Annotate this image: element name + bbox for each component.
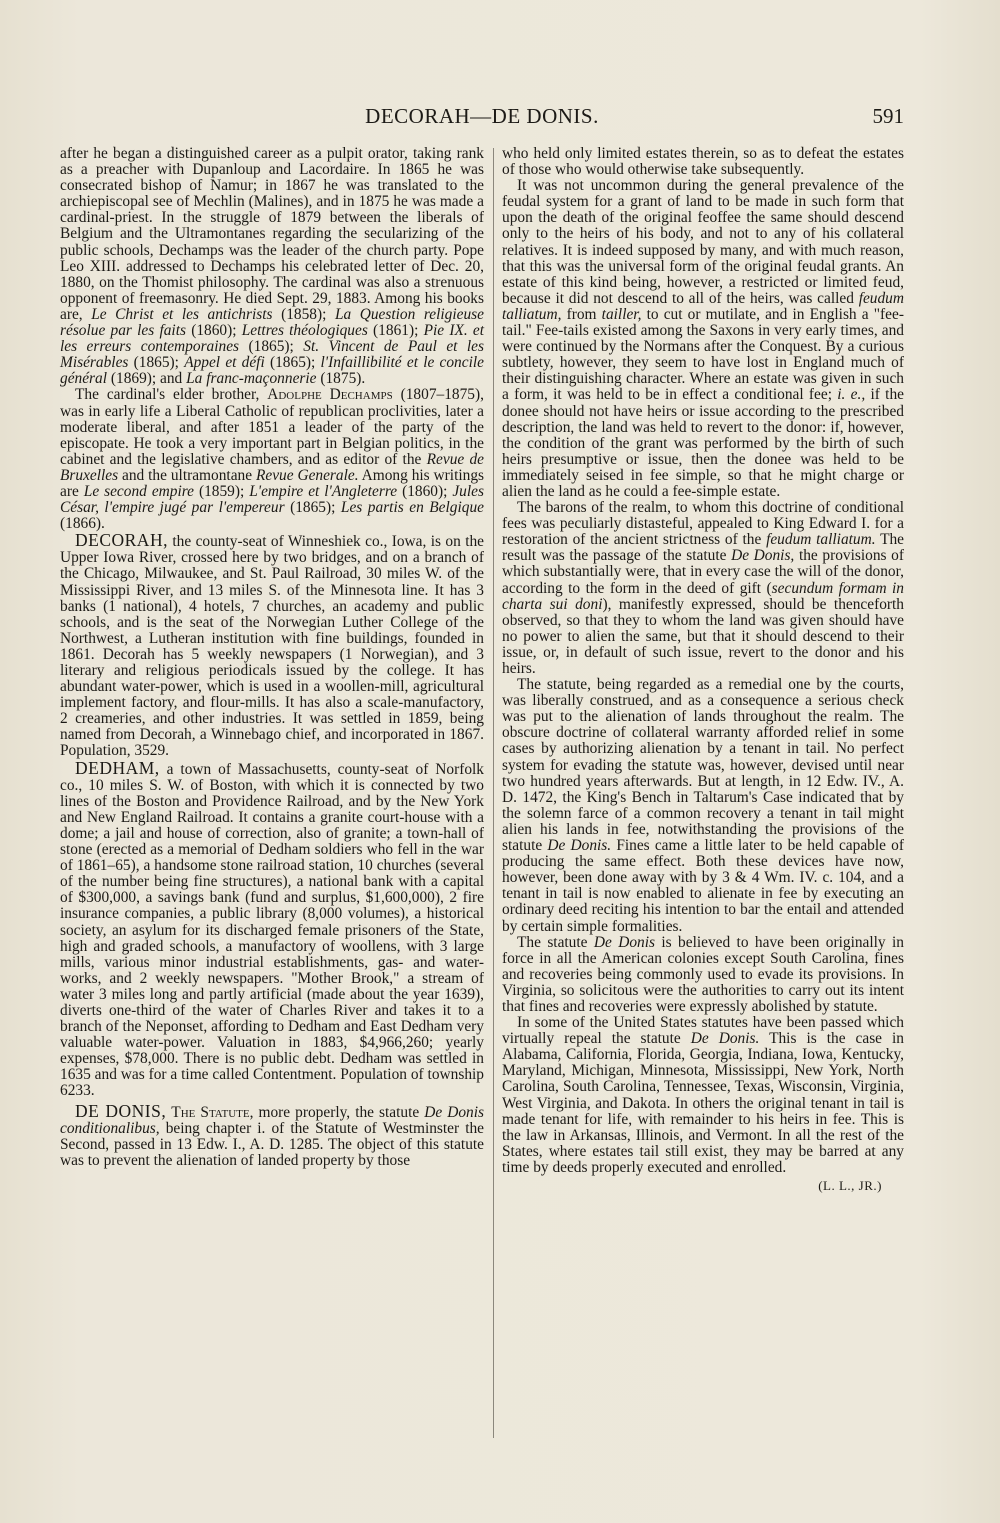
decorah-headword: DECORAH, — [75, 530, 168, 551]
dechamps-continuation: after he began a distinguished career as a pulpit orator, taking rank as a preacher with Dupanloup and Lacordaire. In 1865 he was consecrated bishop of Namur; in 1867 he was translated to the archiepiscopal see of Mechlin (Malines), and in 1875 he was made a cardinal-priest. In the struggle of 1879 between the liberals of Belgium and the Ultramontanes regarding the secularizing of the public schools, Dechamps was the leader of the church party. Pope Leo XIII. addressed to Dechamps his celebrated letter of Dec. 20, 1880, on the Thomist philosophy. The cardinal was also a strenuous opponent of freemasonry. He died Sept. 29, 1883. Among his books are, Le Christ et les antichrists (1858); La Question religieuse résolue par les faits (1860); Lettres théologiques (1861); Pie IX. et les erreurs contemporaines (1865); St. Vincent de Paul et les Misérables (1865); Appel et défi (1865); l'Infaillibilité et le concile général (1869); and La franc-maçonnerie (1875). — [60, 145, 485, 388]
page-number: 591 — [872, 104, 904, 128]
decorah-entry: DECORAH, the county-seat of Winneshiek co., Iowa, is on the Upper Iowa River, crossed here by two bridges, and on a branch of the Chicago, Milwaukee, and St. Paul Railroad, 30 miles W. of the Mississippi River, and 13 miles S. of the Minnesota line. It has 3 banks (1 national), 4 hotels, 7 churches, an academy and public schools, and is the seat of the Norwegian Luther College of the Northwest, a Lutheran institution with fine buildings, founded in 1861. Decorah has 5 weekly newspapers (1 Norwegian), and 3 literary and religious periodicals issued by the college. It has abundant water-power, which is used in a woollen-mill, agricultural implement factory, and flour-mills. It has also a scale-manufactory, 2 creameries, and other industries. It was settled in 1859, being named from Decorah, a Winnebago chief, and incorporated in 1867. Population, 3529. — [60, 530, 484, 760]
page-header — [60, 104, 904, 134]
feudal-grant-paragraph: It was not uncommon during the general prevalence of the feudal system for a grant of land to be made in such form that upon the death of the original feoffee the same should descend only to the heirs of his body, and not to any of his collateral relatives. It is indeed supposed by many, and with much reason, that this was the universal form of the original feudal grants. An estate of this kind being, however, a restricted or limited feud, because it did not descend to all of the heirs, was called feudum talliatum, from tailler, to cut or mutilate, and in English a "fee-tail." Fee-tails existed among the Saxons in very early times, and were continued by the Normans after the Conquest. By a curious subtlety, however, they seem to have lost in England much of their distinguishing character. Where an estate was given in such a form, it was held to be in effect a conditional fee; i. e., if the donee should not have heirs or issue according to the prescribed description, the land was held to revert to the donor: if, however, the condition of the grant was performed by the birth of such heirs presumptive or issue, then the donee was held to be immediately seised in fee simple, so that he might charge or alien the land as he could a fee-simple estate. — [502, 177, 904, 500]
column-divider — [493, 148, 494, 1438]
dedham-entry: DEDHAM, a town of Massachusetts, county-seat of Norfolk co., 10 miles S. W. of Boston, with which it is connected by two lines of the Boston and Providence Railroad, and by the New York and New England Railroad. It contains a granite court-house with a dome; a jail and house of correction, also of granite; a town-hall of stone (erected as a memorial of Dedham soldiers who fell in the war of 1861–65), a handsome stone railroad station, 10 churches (several of the number being fine structures), a national bank with a capital of $300,000, a savings bank (fund and surplus, $1,600,000), 2 fire insurance companies, a public library (8,000 volumes), a historical society, an asylum for its discharged female prisoners of the State, high and graded schools, a manufactory of woollens, with 3 large mills, various minor industrial establishments, gas- and water-works, and 2 weekly newspapers. "Mother Brook," a stream of water 3 miles long and partly artificial (made about the year 1639), diverts one-third of the water of Charles River and takes it to a branch of the Neponset, affording to Dedham and East Dedham very valuable water-power. Valuation in 1883, $4,966,260; yearly expenses, $78,000. There is no public debt. Dedham was settled in 1635 and was for a time called Contentment. Population of township 6233. — [60, 757, 484, 1100]
adolphe-dechamps-paragraph: The cardinal's elder brother, Adolphe Dechamps (1807–1875), was in early life a Liberal Catholic of republican proclivities, later a moderate liberal, and after 1851 a leader of the party of the episcopate. He took a very important part in Belgian politics, in the cabinet and the legislative chambers, and as editor of the Revue de Bruxelles and the ultramontane Revue Generale. Among his writings are Le second empire (1859); L'empire et l'Angleterre (1860); Jules César, l'empire jugé par l'empereur (1865); Les partis en Belgique (1866). — [60, 386, 484, 533]
author-signature: (L. L., JR.) — [818, 1178, 882, 1193]
de-donis-entry: DE DONIS, The Statute, more properly, the statute De Donis conditionalibus, being chapter i. of the Statute of Westminster the Second, passed in 13 Edw. I., A. D. 1285. The object of this statute was to prevent the alienation of landed property by those — [60, 1100, 484, 1169]
de-donis-continuation: who held only limited estates therein, so as to defeat the estates of those who would otherwise take subsequently. — [502, 145, 904, 179]
running-title: DECORAH—DE DONIS. — [365, 104, 599, 128]
dedham-headword: DEDHAM, — [75, 757, 160, 778]
barons-paragraph: The barons of the realm, to whom this doctrine of conditional fees was peculiarly distasteful, appealed to King Edward I. for a restoration of the ancient strictness of the feudum talliatum. The result was the passage of the statute De Donis, the provisions of which substantially were, that in every case the will of the donor, according to the form in the deed of gift (secundum formam in charta sui doni), manifestly expressed, should be thenceforth observed, so that they to whom the land was given should have no power to alien the same, but that it should descend to their issue, or, in default of such issue, revert to the donor and his heirs. — [502, 499, 904, 677]
american-colonies-paragraph: The statute De Donis is believed to have been originally in force in all the American colonies except South Carolina, fines and recoveries being commonly used to evade its provisions. In Virginia, so solicitous were the authorities to carry out its intent that fines and recoveries were expressly abolished by statute. — [502, 933, 904, 1015]
remedial-statute-paragraph: The statute, being regarded as a remedial one by the courts, was liberally construed, and as a consequence a serious check was put to the alienation of lands throughout the realm. The obscure doctrine of collateral warranty afforded relief in some cases by authorizing alienation by a tenant in tail. No perfect system for evading the statute was, however, devised until near two hundred years afterwards. But at length, in 12 Edw. IV., A. D. 1472, the King's Bench in Taltarum's Case indicated that by the solemn farce of a common recovery a tenant in tail might alien his lands in fee, notwithstanding the provisions of the statute De Donis. Fines came a little later to be held capable of producing the same effect. Both these devices have now, however, been done away with by 3 & 4 Wm. IV. c. 104, and a tenant in tail is now enabled to alienate in fee by executing an ordinary deed reciting his intention to bar the entail and attended by certain simple formalities. — [502, 676, 904, 935]
right-column — [502, 146, 904, 1194]
left-column — [60, 146, 484, 1169]
de-donis-headword: DE DONIS, — [75, 1100, 167, 1121]
united-states-paragraph: In some of the United States statutes have been passed which virtually repeal the statute De Donis. This is the case in Alabama, California, Florida, Georgia, Indiana, Iowa, Kentucky, Maryland, Michigan, Minnesota, Mississippi, New York, North Carolina, South Carolina, Tennessee, Texas, Wisconsin, Virginia, West Virginia, and Dakota. In others the original tenant in tail is made tenant for life, with remainder to his heirs in fee. This is the law in Arkansas, Illinois, and Vermont. In all the rest of the States, where estates tail still exist, they may be barred at any time by deeds properly executed and enrolled. — [502, 1014, 904, 1176]
